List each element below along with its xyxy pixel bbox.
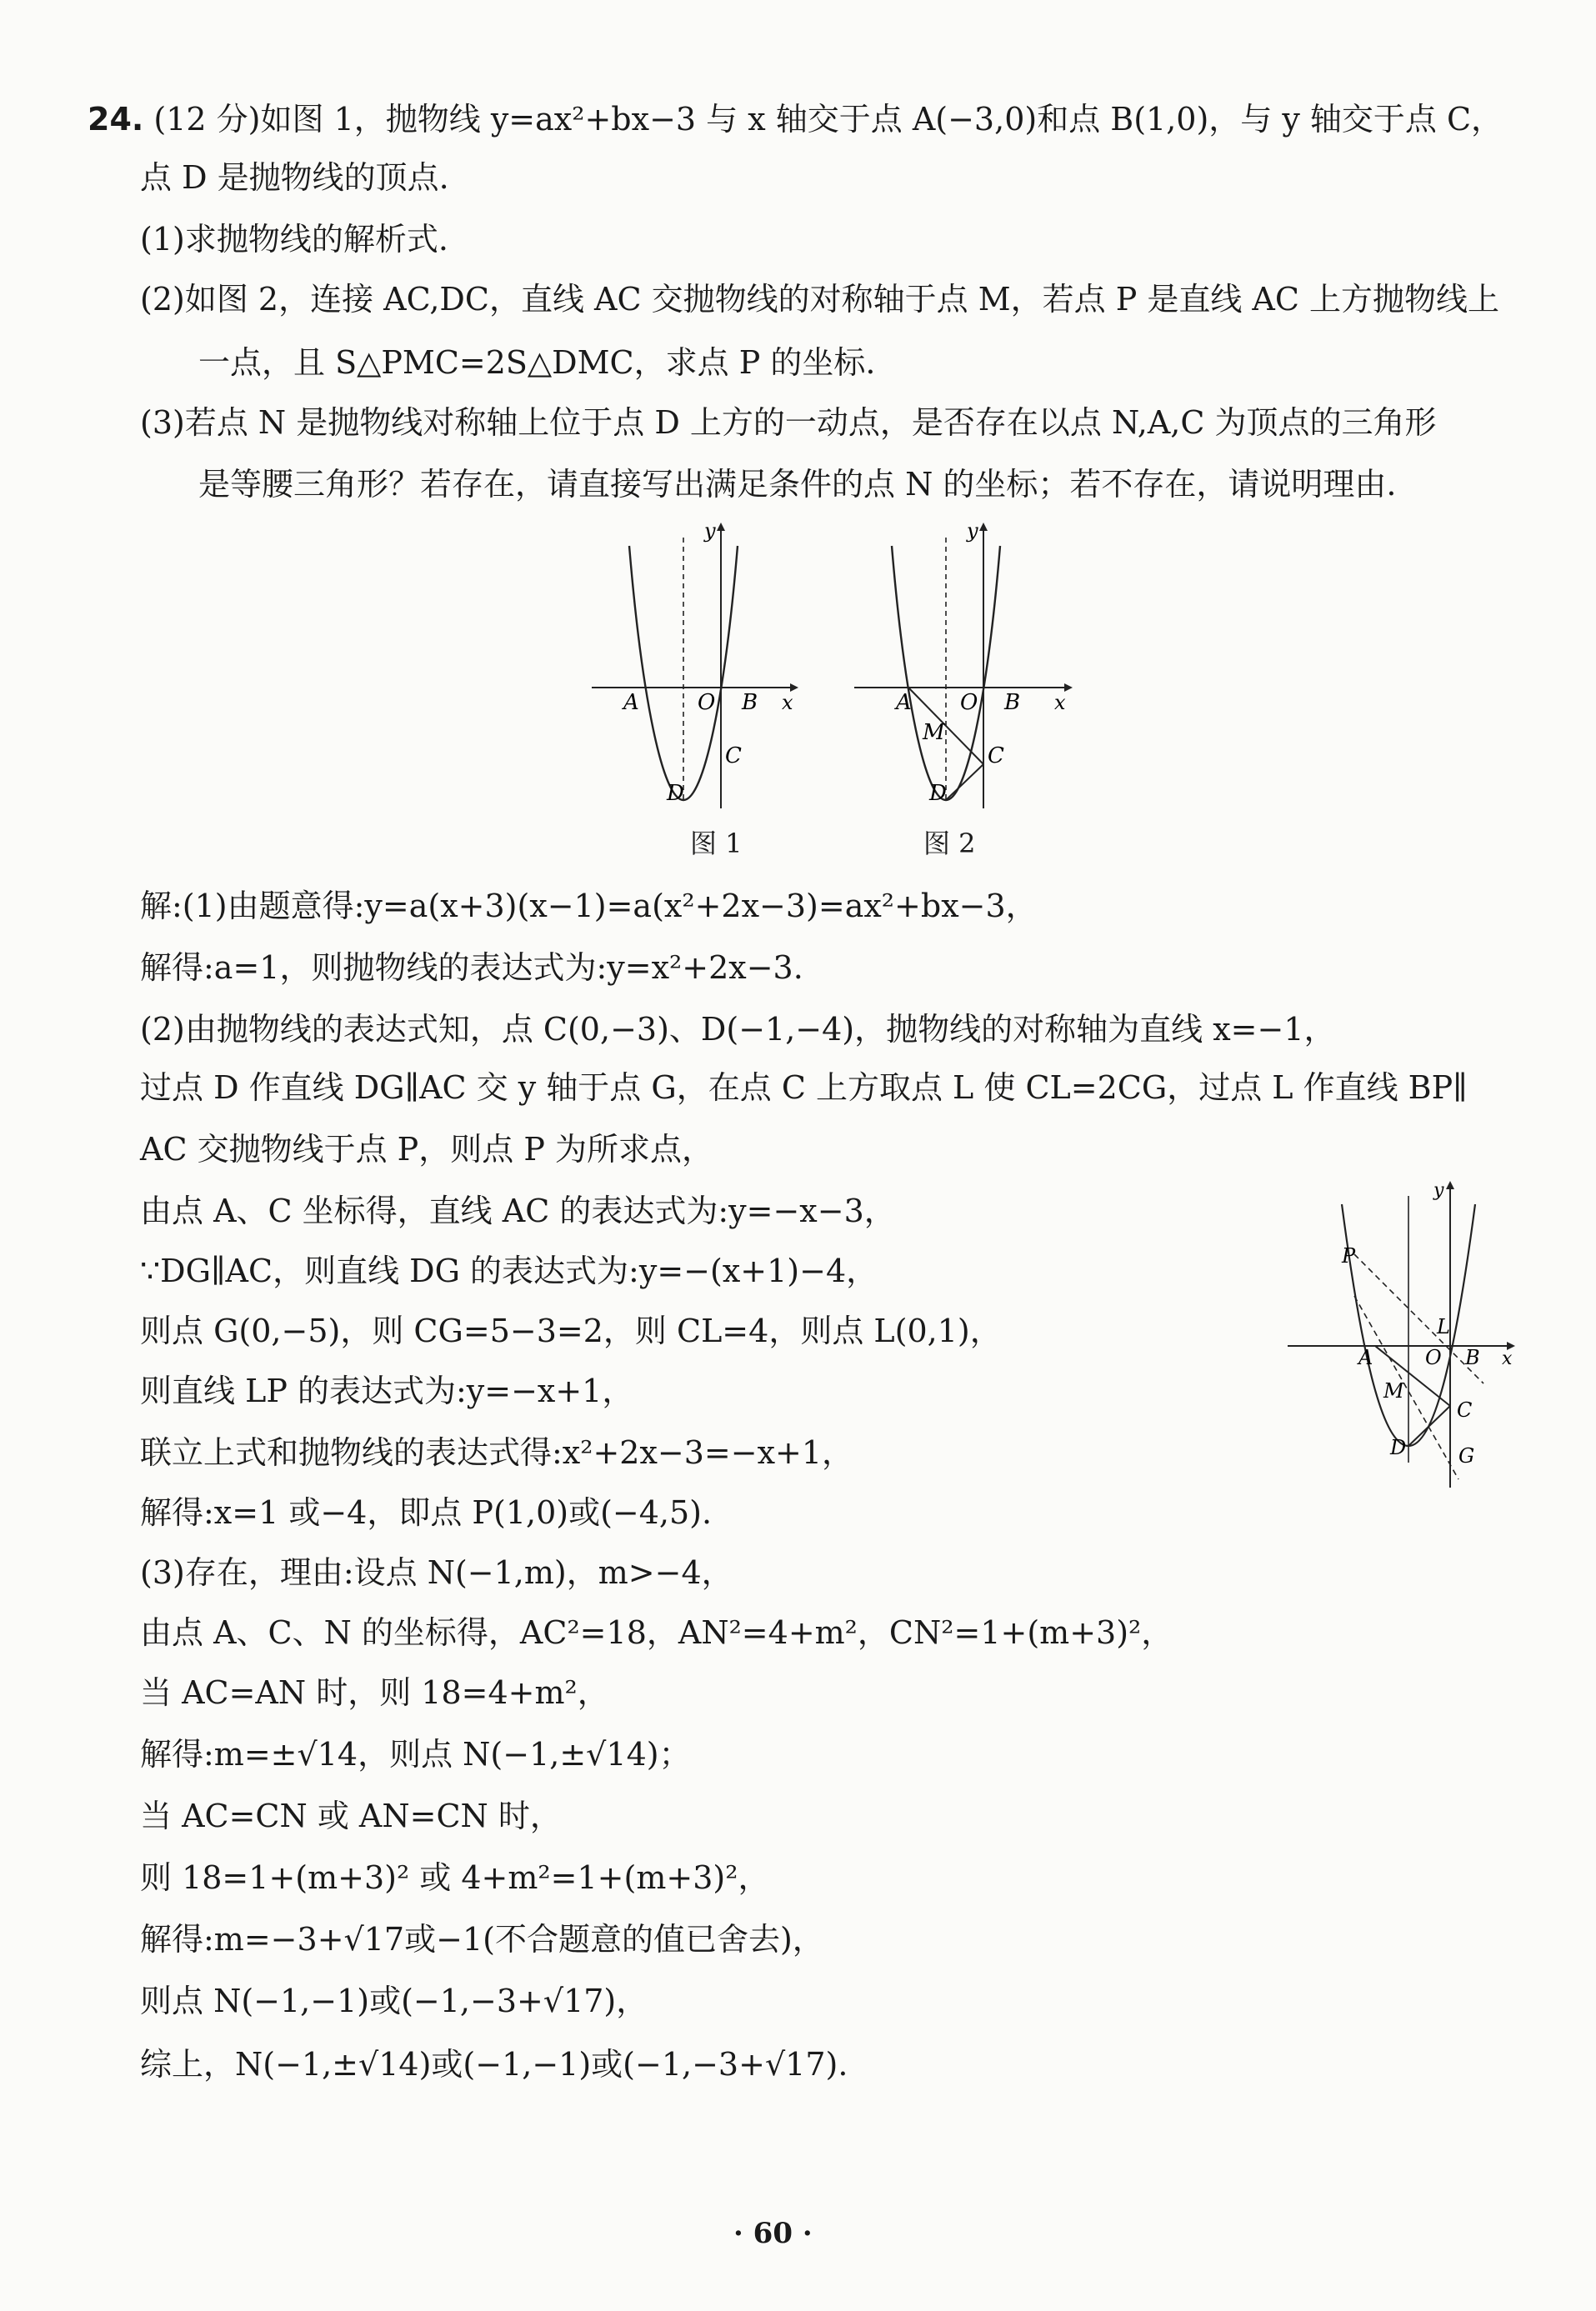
solution-line-16: 当 AC=CN 或 AN=CN 时， <box>140 1798 562 1834</box>
label-O: O <box>960 690 978 715</box>
label-C: C <box>1457 1398 1473 1422</box>
figure-3 <box>1283 1179 1533 1499</box>
solution-line-18: 解得:m=−3+√17或−1(不合题意的值已舍去)， <box>140 1921 824 1958</box>
label-L: L <box>1437 1315 1450 1338</box>
question-line-4: (2)如图 2，连接 AC,DC，直线 AC 交抛物线的对称轴于点 M，若点 P 是直线 AC 上方抛物线上 <box>140 281 1500 318</box>
label-P: P <box>1342 1244 1356 1268</box>
figure-2-graph <box>846 521 1088 821</box>
label-B: B <box>1465 1346 1480 1369</box>
solution-line-17: 则 18=1+(m+3)² 或 4+m²=1+(m+3)²， <box>140 1859 770 1896</box>
solution-line-7: ∵DG∥AC，则直线 DG 的表达式为:y=−(x+1)−4， <box>140 1253 878 1289</box>
question-line-6: (3)若点 N 是抛物线对称轴上位于点 D 上方的一动点，是否存在以点 N,A,C 为顶点的三角形 <box>140 404 1437 441</box>
label-x: x <box>782 691 793 714</box>
label-C: C <box>725 743 742 768</box>
solution-line-3: (2)由抛物线的表达式知，点 C(0,−3)、D(−1,−4)，抛物线的对称轴为直线 x=−1， <box>140 1011 1336 1048</box>
figure-1 <box>583 521 800 824</box>
solution-line-2: 解得:a=1，则抛物线的表达式为:y=x²+2x−3. <box>140 949 803 986</box>
question-line-2: 点 D 是抛物线的顶点. <box>140 159 449 196</box>
label-A: A <box>1358 1346 1373 1369</box>
solution-line-15: 解得:m=±√14，则点 N(−1,±√14)； <box>140 1736 691 1773</box>
label-y: y <box>1433 1180 1444 1201</box>
figure-2-caption: 图 2 <box>923 828 976 859</box>
solution-line-9: 则直线 LP 的表达式为:y=−x+1， <box>140 1373 634 1409</box>
solution-line-8: 则点 G(0,−5)，则 CG=5−3=2，则 CL=4，则点 L(0,1)， <box>140 1313 1002 1349</box>
question-line-1 <box>88 98 1503 140</box>
label-y: y <box>967 521 978 543</box>
solution-line-4: 过点 D 作直线 DG∥AC 交 y 轴于点 G，在点 C 上方取点 L 使 CL=2CG，过点 L 作直线 BP∥ <box>140 1069 1468 1106</box>
figure-1-caption: 图 1 <box>690 828 743 859</box>
solution-line-13: 由点 A、C、N 的坐标得，AC²=18，AN²=4+m²，CN²=1+(m+3)²， <box>140 1614 1173 1651</box>
label-M: M <box>1383 1379 1404 1403</box>
label-x: x <box>1054 691 1066 714</box>
label-M: M <box>923 720 945 745</box>
figure-2 <box>846 521 1088 824</box>
question-number: 24. <box>88 101 144 138</box>
solution-line-5: AC 交抛物线于点 P，则点 P 为所求点， <box>140 1131 713 1168</box>
label-G: G <box>1458 1444 1475 1468</box>
solution-line-11: 解得:x=1 或−4，即点 P(1,0)或(−4,5). <box>140 1494 713 1531</box>
question-line-5: 一点，且 S△PMC=2S△DMC，求点 P 的坐标. <box>198 344 876 381</box>
solution-line-1: 解:(1)由题意得:y=a(x+3)(x−1)=a(x²+2x−3)=ax²+bx−3， <box>140 888 1038 924</box>
label-D: D <box>1390 1436 1407 1459</box>
solution-line-10: 联立上式和抛物线的表达式得:x²+2x−3=−x+1， <box>140 1434 854 1471</box>
label-y: y <box>704 521 716 543</box>
label-B: B <box>742 690 758 715</box>
label-C: C <box>988 743 1004 768</box>
label-D: D <box>667 781 684 806</box>
label-D: D <box>929 781 947 806</box>
label-x: x <box>1502 1348 1513 1369</box>
figure-3-graph <box>1283 1179 1533 1496</box>
label-B: B <box>1004 690 1021 715</box>
solution-line-20: 综上，N(−1,±√14)或(−1,−1)或(−1,−3+√17). <box>140 2046 848 2083</box>
solution-line-14: 当 AC=AN 时，则 18=4+m²， <box>140 1674 609 1711</box>
question-text: (12 分)如图 1，抛物线 y=ax²+bx−3 与 x 轴交于点 A(−3,0)和点 B(1,0)，与 y 轴交于点 C， <box>153 101 1503 138</box>
question-line-3: (1)求抛物线的解析式. <box>140 221 448 258</box>
label-O: O <box>698 690 716 715</box>
page-number: · 60 · <box>733 2217 813 2250</box>
solution-line-19: 则点 N(−1,−1)或(−1,−3+√17)， <box>140 1983 648 2019</box>
label-O: O <box>1425 1346 1442 1369</box>
solution-line-6: 由点 A、C 坐标得，直线 AC 的表达式为:y=−x−3， <box>140 1193 896 1229</box>
label-A: A <box>623 690 639 715</box>
question-line-7: 是等腰三角形？若存在，请直接写出满足条件的点 N 的坐标；若不存在，请说明理由. <box>198 466 1397 503</box>
solution-line-12: (3)存在，理由:设点 N(−1,m)，m>−4， <box>140 1554 733 1591</box>
figure-1-graph <box>583 521 800 821</box>
label-A: A <box>896 690 912 715</box>
